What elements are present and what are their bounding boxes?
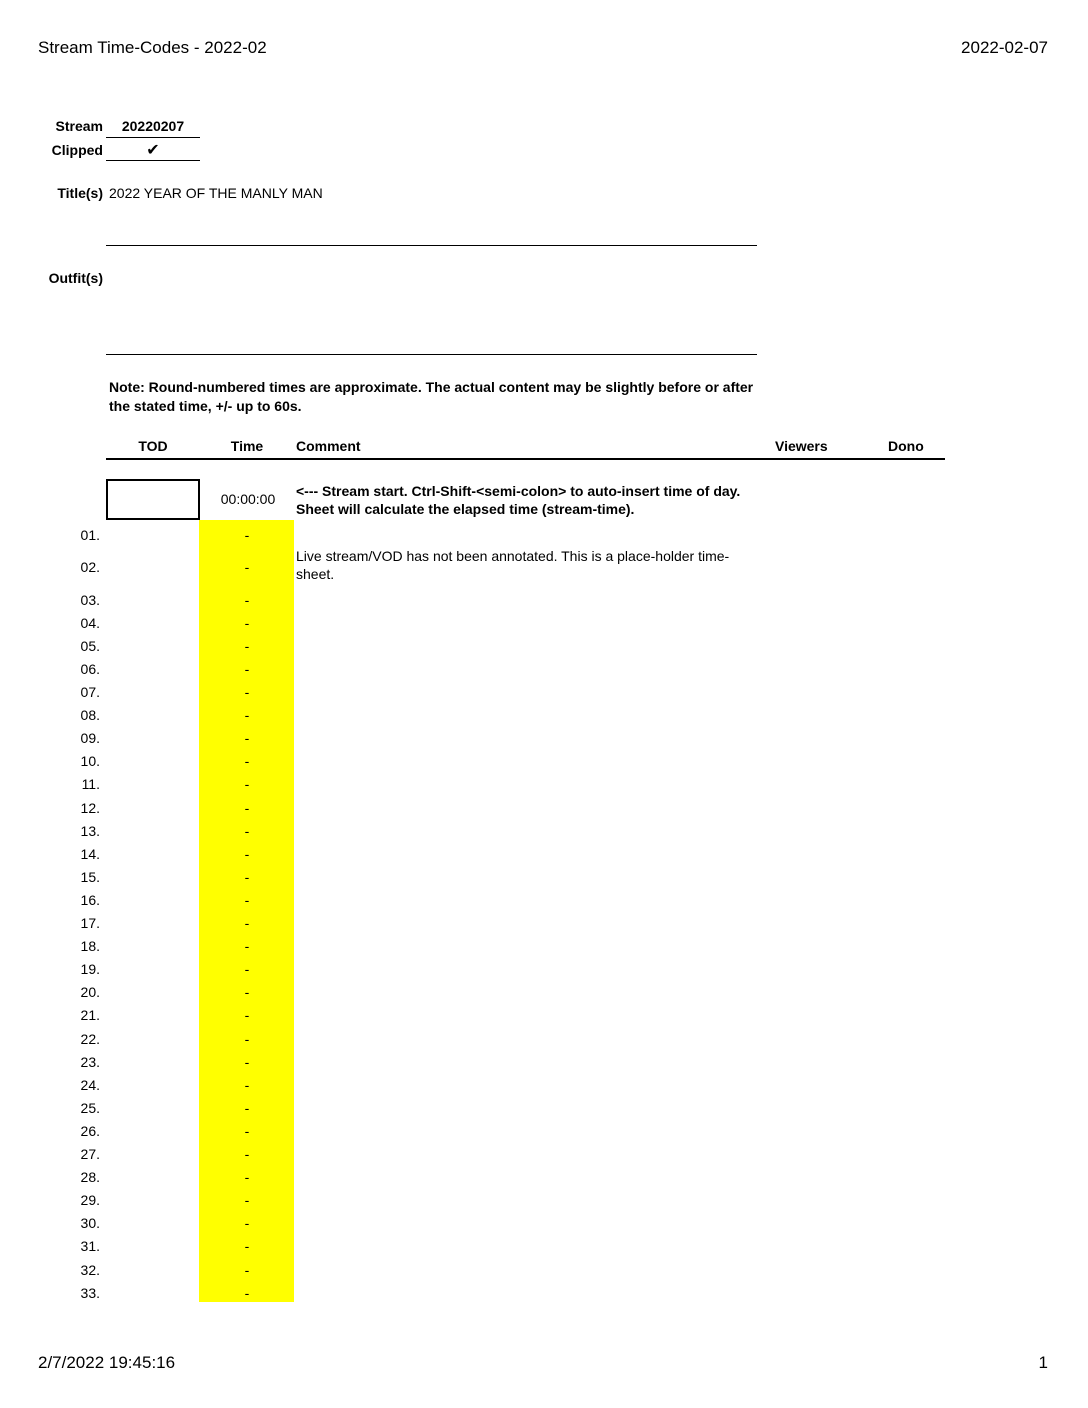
row-number: 06. [80,660,100,677]
row-time: - [244,799,250,816]
column-header-dono: Dono [888,438,924,454]
row-time: - [244,559,250,576]
stream-label: Stream [55,118,103,134]
row-number: 13. [80,822,100,839]
row-time: - [244,1076,250,1093]
start-row-comment: <--- Stream start. Ctrl-Shift-<semi-colon> to auto-insert time of day. Sheet will calculate the elapsed time (stream-time). [296,483,741,517]
row-time: - [244,1053,250,1070]
footer-page-number: 1 [1038,1353,1048,1372]
row-number: 24. [80,1076,100,1093]
row-comment: Live stream/VOD has not been annotated. This is a place-holder time-sheet. [296,548,730,583]
row-number: 16. [80,891,100,908]
row-time: - [244,753,250,770]
row-number: 05. [80,637,100,654]
column-header-comment: Comment [296,438,361,454]
stream-underline [106,137,200,138]
footer-timestamp: 2/7/2022 19:45:16 [38,1353,176,1372]
column-header-tod: TOD [138,438,168,454]
row-number: 32. [80,1261,100,1278]
stream-value: 20220207 [121,118,185,134]
row-number: 08. [80,707,100,724]
table-header-rule [106,458,945,460]
row-number: 18. [80,938,100,955]
row-time: - [244,637,250,654]
row-time: - [244,915,250,932]
row-time: - [244,938,250,955]
row-time: - [244,730,250,747]
row-time: - [244,845,250,862]
row-number: 07. [80,684,100,701]
row-time: - [244,1192,250,1209]
row-time: - [244,526,250,543]
column-header-time: Time [230,438,264,454]
row-number: 20. [80,984,100,1001]
row-number: 33. [80,1284,100,1301]
page-title: Stream Time-Codes - 2022-02 [38,38,267,57]
row-number: 01. [80,526,100,543]
row-number: 30. [80,1215,100,1232]
titles-underline [106,245,757,246]
row-number: 29. [80,1192,100,1209]
row-number: 27. [80,1146,100,1163]
row-time: - [244,961,250,978]
row-number: 23. [80,1053,100,1070]
row-number: 14. [80,845,100,862]
outfits-underline [106,354,757,355]
row-number: 03. [80,591,100,608]
row-number: 11. [81,776,100,793]
row-number: 10. [80,753,100,770]
row-time: - [244,660,250,677]
row-number: 21. [80,1007,100,1024]
row-number: 04. [80,614,100,631]
row-number: 17. [80,915,100,932]
row-time: - [244,776,250,793]
row-number: 15. [80,868,100,885]
tod-input-box[interactable] [106,479,200,520]
row-number: 28. [80,1169,100,1186]
row-time: - [244,614,250,631]
row-number: 31. [80,1238,100,1255]
titles-label: Title(s) [57,185,103,201]
clipped-underline [106,160,200,161]
clipped-checkmark: ✔ [146,142,160,159]
row-time: - [244,591,250,608]
row-time: - [244,891,250,908]
clipped-label: Clipped [51,142,103,158]
row-time: - [244,1261,250,1278]
titles-value: 2022 YEAR OF THE MANLY MAN [109,185,323,201]
row-number: 02. [80,559,100,576]
row-time: - [244,1284,250,1301]
row-number: 26. [80,1122,100,1139]
row-number: 25. [80,1099,100,1116]
row-time: - [244,707,250,724]
start-time: 00:00:00 [220,491,276,507]
row-number: 12. [80,799,100,816]
row-time: - [244,1007,250,1024]
row-time: - [244,1122,250,1139]
row-time: - [244,1238,250,1255]
header-date: 2022-02-07 [961,38,1048,57]
row-time: - [244,1030,250,1047]
column-header-viewers: Viewers [775,438,828,454]
row-number: 09. [80,730,100,747]
outfits-label: Outfit(s) [48,270,103,286]
row-time: - [244,1169,250,1186]
row-number: 19. [80,961,100,978]
row-time: - [244,868,250,885]
row-time: - [244,684,250,701]
row-number: 22. [80,1030,100,1047]
approximation-note: Note: Round-numbered times are approximate. The actual content may be slightly before or after the stated time, +/- up to 60s. [109,379,754,414]
row-time: - [244,1099,250,1116]
row-time: - [244,984,250,1001]
row-time: - [244,822,250,839]
row-time: - [244,1215,250,1232]
row-time: - [244,1146,250,1163]
